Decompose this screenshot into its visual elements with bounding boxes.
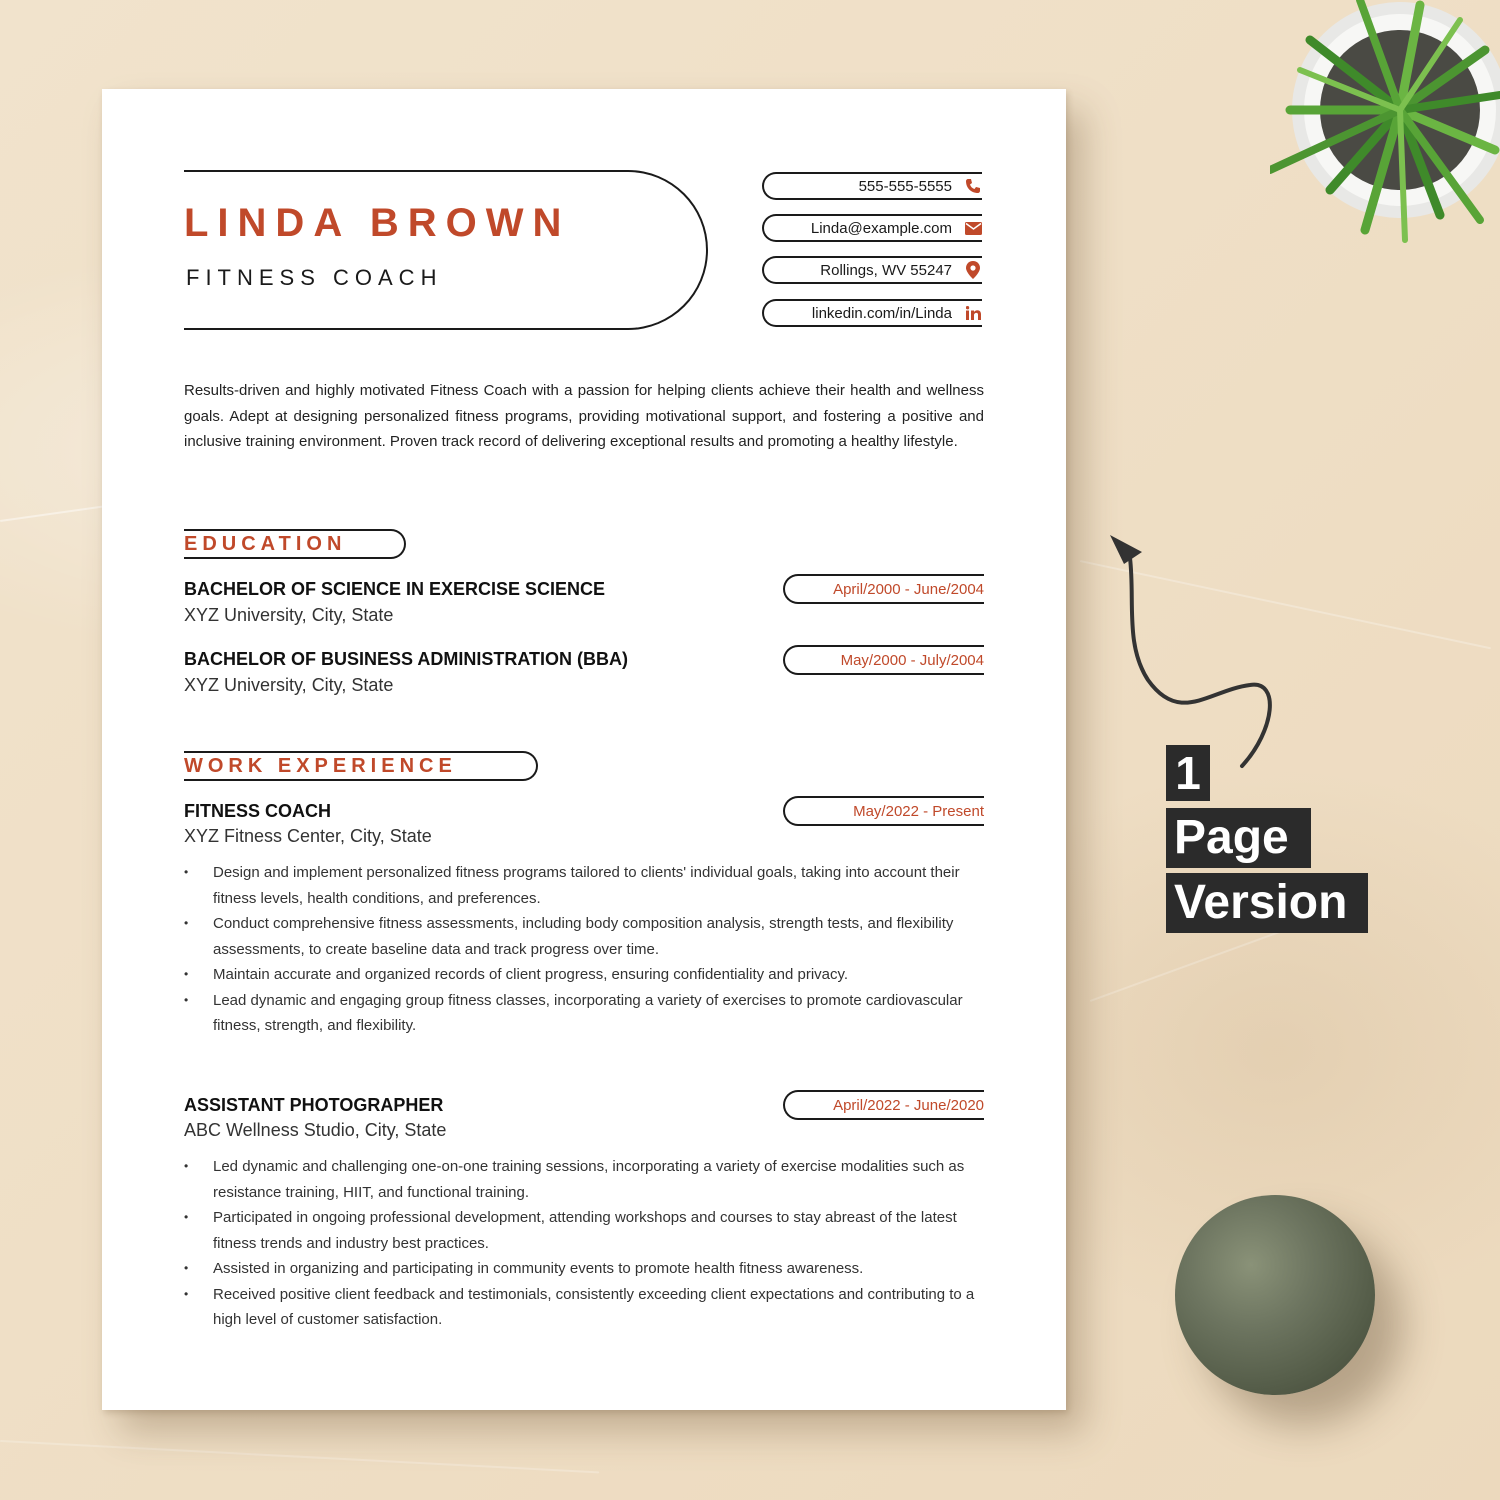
stone-sphere-decoration bbox=[1175, 1195, 1375, 1395]
contact-email bbox=[762, 214, 982, 242]
phone-icon bbox=[964, 177, 982, 195]
profile-summary: Results-driven and highly motivated Fitness Coach with a passion for helping clients achieve their health and wellness goals. Adept at designing personalized fitness programs, providing motivational support, and fostering a positive and inclusive training environment. Proven track record of delivering exceptional results and promoting a healthy lifestyle. bbox=[184, 382, 984, 450]
work-experience-heading-text: WORK EXPERIENCE bbox=[184, 754, 457, 777]
work-experience-heading bbox=[184, 751, 538, 781]
candidate-name: LINDA BROWN bbox=[184, 201, 571, 245]
contact-phone-text: 555-555-5555 bbox=[858, 177, 952, 195]
degree-dates: April/2000 - June/2004 bbox=[783, 574, 984, 604]
degree-school: XYZ University, City, State bbox=[184, 675, 394, 695]
list-item: • Maintain accurate and organized records of client progress, ensuring confidentiality and privacy. bbox=[184, 962, 984, 988]
badge-page: Page bbox=[1166, 808, 1311, 868]
location-pin-icon bbox=[964, 261, 982, 279]
job-responsibilities bbox=[184, 1154, 984, 1333]
job-title: FITNESS COACH bbox=[184, 801, 332, 821]
education-heading-text: EDUCATION bbox=[184, 532, 347, 555]
degree-title: BACHELOR OF SCIENCE IN EXERCISE SCIENCE bbox=[184, 579, 606, 599]
resume-page bbox=[102, 89, 1066, 1410]
list-item: • Lead dynamic and engaging group fitness classes, incorporating a variety of exercises to promote cardiovascular fitness, strength, and flexibility. bbox=[184, 988, 984, 1039]
list-item: • Conduct comprehensive fitness assessments, including body composition analysis, strength tests, and flexibility assessments, to create baseline data and track progress over time. bbox=[184, 911, 984, 962]
curved-arrow-icon bbox=[1100, 530, 1290, 775]
list-item: • Assisted in organizing and participating in community events to promote health fitness awareness. bbox=[184, 1256, 984, 1282]
education-heading bbox=[184, 529, 406, 559]
candidate-title: FITNESS COACH bbox=[186, 265, 443, 290]
job-company: ABC Wellness Studio, City, State bbox=[184, 1120, 447, 1140]
badge-version: Version bbox=[1166, 873, 1368, 933]
contact-phone bbox=[762, 172, 982, 200]
contact-location-text: Rollings, WV 55247 bbox=[820, 261, 952, 279]
contact-email-text: Linda@example.com bbox=[810, 219, 952, 237]
contact-location bbox=[762, 256, 982, 284]
linkedin-icon bbox=[964, 304, 982, 322]
list-item: • Design and implement personalized fitness programs tailored to clients' individual goals, taking into account their fitness levels, health conditions, and preferences. bbox=[184, 860, 984, 911]
name-header-frame bbox=[184, 170, 708, 330]
job-responsibilities bbox=[184, 860, 984, 1039]
list-item: • Led dynamic and challenging one-on-one training sessions, incorporating a variety of exercise modalities such as resistance training, HIIT, and functional training. bbox=[184, 1154, 984, 1205]
list-item: • Received positive client feedback and testimonials, consistently exceeding client expectations and contributing to a high level of customer satisfaction. bbox=[184, 1282, 984, 1333]
badge-number: 1 bbox=[1166, 745, 1210, 801]
mail-icon bbox=[964, 219, 982, 237]
degree-school: XYZ University, City, State bbox=[184, 605, 394, 625]
list-item: • Participated in ongoing professional development, attending workshops and courses to stay abreast of the latest fitness trends and industry best practices. bbox=[184, 1205, 984, 1256]
degree-title: BACHELOR OF BUSINESS ADMINISTRATION (BBA) bbox=[184, 649, 628, 669]
potted-plant-decoration bbox=[1270, 0, 1500, 260]
marble-vein bbox=[0, 1440, 599, 1473]
job-title: ASSISTANT PHOTOGRAPHER bbox=[184, 1095, 444, 1115]
job-dates: April/2022 - June/2020 bbox=[783, 1090, 984, 1120]
degree-dates: May/2000 - July/2004 bbox=[783, 645, 984, 675]
contact-linkedin-text: linkedin.com/in/Linda bbox=[811, 304, 952, 322]
job-dates: May/2022 - Present bbox=[783, 796, 984, 826]
contact-linkedin bbox=[762, 299, 982, 327]
job-company: XYZ Fitness Center, City, State bbox=[184, 826, 432, 846]
